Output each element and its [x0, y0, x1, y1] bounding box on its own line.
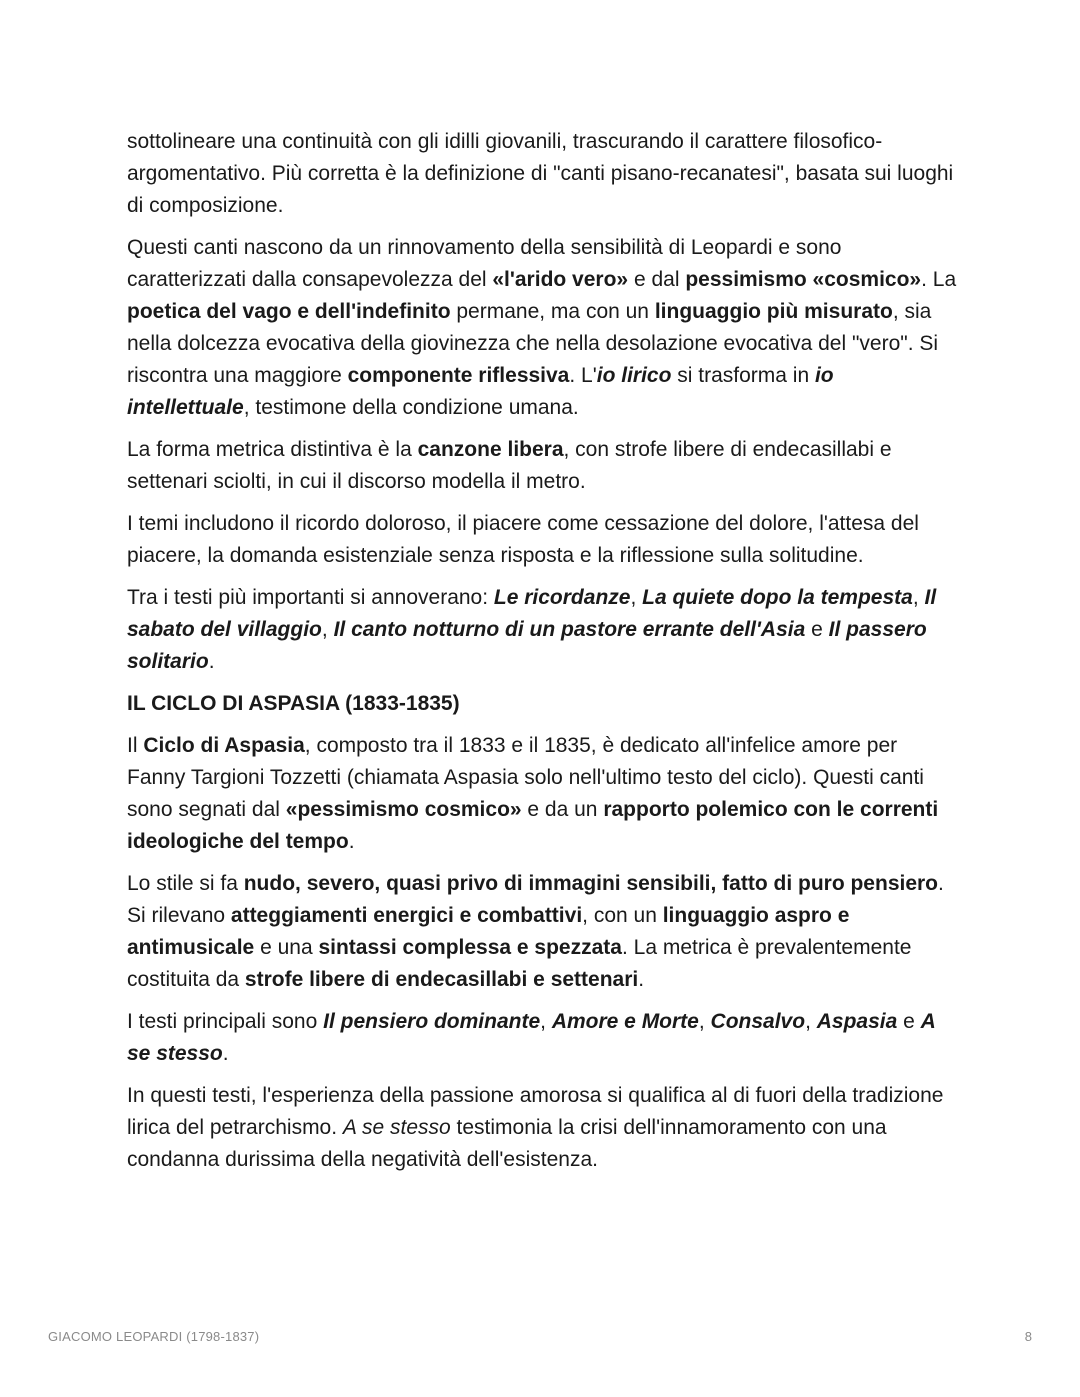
- page-number: 8: [1024, 1329, 1032, 1344]
- paragraph-intro-continuation: sottolineare una continuità con gli idilli giovanili, trascurando il carattere filosofico-argomentativo. Più corretta è la definizione di "canti pisano-recanatesi", basata sui luoghi di composizione.: [127, 130, 954, 217]
- section-heading-ciclo-di-aspasia: IL CICLO DI ASPASIA (1833-1835): [127, 692, 460, 715]
- paragraph-metric-form: La forma metrica distintiva è la canzone libera, con strofe libere di endecasillabi e settenari sciolti, in cui il discorso modella il metro.: [127, 438, 892, 493]
- paragraph-main-texts: I testi principali sono Il pensiero dominante, Amore e Morte, Consalvo, Aspasia e A se stesso.: [127, 1010, 936, 1065]
- document-body: [127, 126, 957, 1186]
- paragraph-important-texts: Tra i testi più importanti si annoverano: Le ricordanze, La quiete dopo la tempesta, Il sabato del villaggio, Il canto notturno di un pastore errante dell'Asia e Il passero solitario.: [127, 586, 937, 673]
- footer-title: GIACOMO LEOPARDI (1798-1837): [48, 1329, 260, 1344]
- paragraph-style: Lo stile si fa nudo, severo, quasi privo di immagini sensibili, fatto di puro pensiero. Si rilevano atteggiamenti energici e combattivi, con un linguaggio aspro e antimusicale e una sintassi complessa e spezzata. La metrica è prevalentemente costituita da strofe libere di endecasillabi e settenari.: [127, 872, 944, 991]
- paragraph-passion-experience: In questi testi, l'esperienza della passione amorosa si qualifica al di fuori della tradizione lirica del petrarchismo. A se stesso testimonia la crisi dell'innamoramento con una condanna durissima della negatività dell'esistenza.: [127, 1084, 944, 1171]
- paragraph-ciclo-di-aspasia: Il Ciclo di Aspasia, composto tra il 1833 e il 1835, è dedicato all'infelice amore per Fanny Targioni Tozzetti (chiamata Aspasia solo nell'ultimo testo del ciclo). Questi canti sono segnati dal «pessimismo cosmico» e da un rapporto polemico con le correnti ideologiche del tempo.: [127, 734, 939, 853]
- paragraph-themes: I temi includono il ricordo doloroso, il piacere come cessazione del dolore, l'attesa del piacere, la domanda esistenziale senza risposta e la riflessione sulla solitudine.: [127, 512, 919, 567]
- paragraph-canti-pisano-recanatesi: Questi canti nascono da un rinnovamento della sensibilità di Leopardi e sono caratterizzati dalla consapevolezza del «l'arido vero» e dal pessimismo «cosmico». La poetica del vago e dell'indefinito permane, ma con un linguaggio più misurato, sia nella dolcezza evocativa della giovinezza che nella desolazione evocativa del "vero". Si riscontra una maggiore componente riflessiva. L'io lirico si trasforma in io intellettuale, testimone della condizione umana.: [127, 236, 957, 419]
